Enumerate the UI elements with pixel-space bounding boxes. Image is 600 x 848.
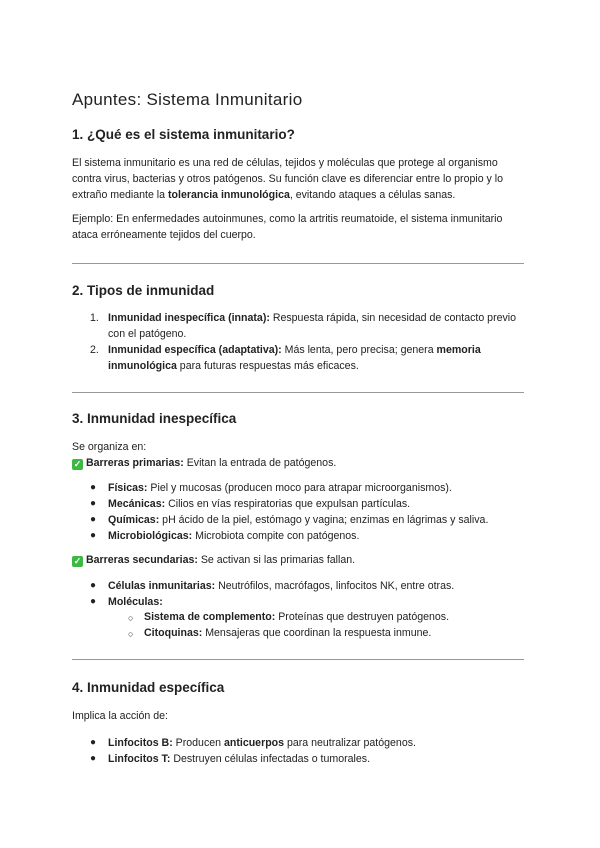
page-title: Apuntes: Sistema Inmunitario (72, 90, 303, 109)
list-item: ○ Sistema de complemento: Proteínas que destruyen patógenos. (128, 611, 450, 623)
divider (72, 659, 524, 660)
list-item: ● Microbiológicas: Microbiota compite con patógenos. (90, 530, 360, 542)
section-2-heading: 2. Tipos de inmunidad (72, 283, 215, 298)
list-item: ● Químicas: pH ácido de la piel, estómago y vagina; enzimas en lágrimas y saliva. (90, 514, 489, 526)
list-item: ● Físicas: Piel y mucosas (producen moco para atrapar microorganismos). (90, 482, 452, 494)
molecules-sublist (128, 609, 526, 641)
lymphocytes-list (90, 735, 526, 767)
check-mark-icon: ✓ (73, 556, 82, 566)
immunity-types-list (90, 310, 526, 374)
secondary-barriers-list (90, 578, 526, 610)
list-item: ● Linfocitos B: Producen anticuerpos para neutralizar patógenos. (90, 737, 416, 749)
section-1-paragraph-2: Ejemplo: En enfermedades autoinmunes, como la artritis reumatoide, el sistema inmunitario ataca erróneamente tejidos del cuerpo. (72, 213, 503, 241)
primary-barriers-line: ✓ Barreras primarias: Evitan la entrada de patógenos. (73, 457, 337, 469)
section-1-paragraph-1: El sistema inmunitario es una red de células, tejidos y moléculas que protege al organismo contra virus, bacterias y otros patógenos. Su función clave es diferenciar entre lo propio y lo extraño mediante la tolerancia inmunológica, evitando ataques a células sanas. (72, 157, 504, 201)
section-1-heading: 1. ¿Qué es el sistema inmunitario? (72, 127, 295, 142)
section-3-intro: Se organiza en: (72, 441, 147, 453)
list-item: ● Células inmunitarias: Neutrófilos, macrófagos, linfocitos NK, entre otras. (90, 580, 455, 592)
list-item: ● Moléculas: (90, 596, 163, 608)
list-item: ○ Citoquinas: Mensajeras que coordinan la respuesta inmune. (128, 627, 432, 639)
list-item: 1. Inmunidad inespecífica (innata): Respuesta rápida, sin necesidad de contacto previo con el patógeno. (90, 312, 517, 340)
divider (72, 263, 524, 264)
divider (72, 392, 524, 393)
section-3-heading: 3. Inmunidad inespecífica (72, 411, 237, 426)
list-item: ● Mecánicas: Cilios en vías respiratorias que expulsan partículas. (90, 498, 411, 510)
list-item: 2. Inmunidad específica (adaptativa): Más lenta, pero precisa; genera memoria inmunológica para futuras respuestas más eficaces. (90, 344, 481, 372)
section-4-intro: Implica la acción de: (72, 710, 168, 722)
primary-barriers-list (90, 480, 526, 544)
secondary-barriers-line: ✓ Barreras secundarias: Se activan si las primarias fallan. (73, 554, 356, 566)
list-item: ● Linfocitos T: Destruyen células infectadas o tumorales. (90, 753, 371, 765)
check-mark-icon: ✓ (73, 459, 82, 469)
section-4-heading: 4. Inmunidad específica (72, 680, 225, 695)
